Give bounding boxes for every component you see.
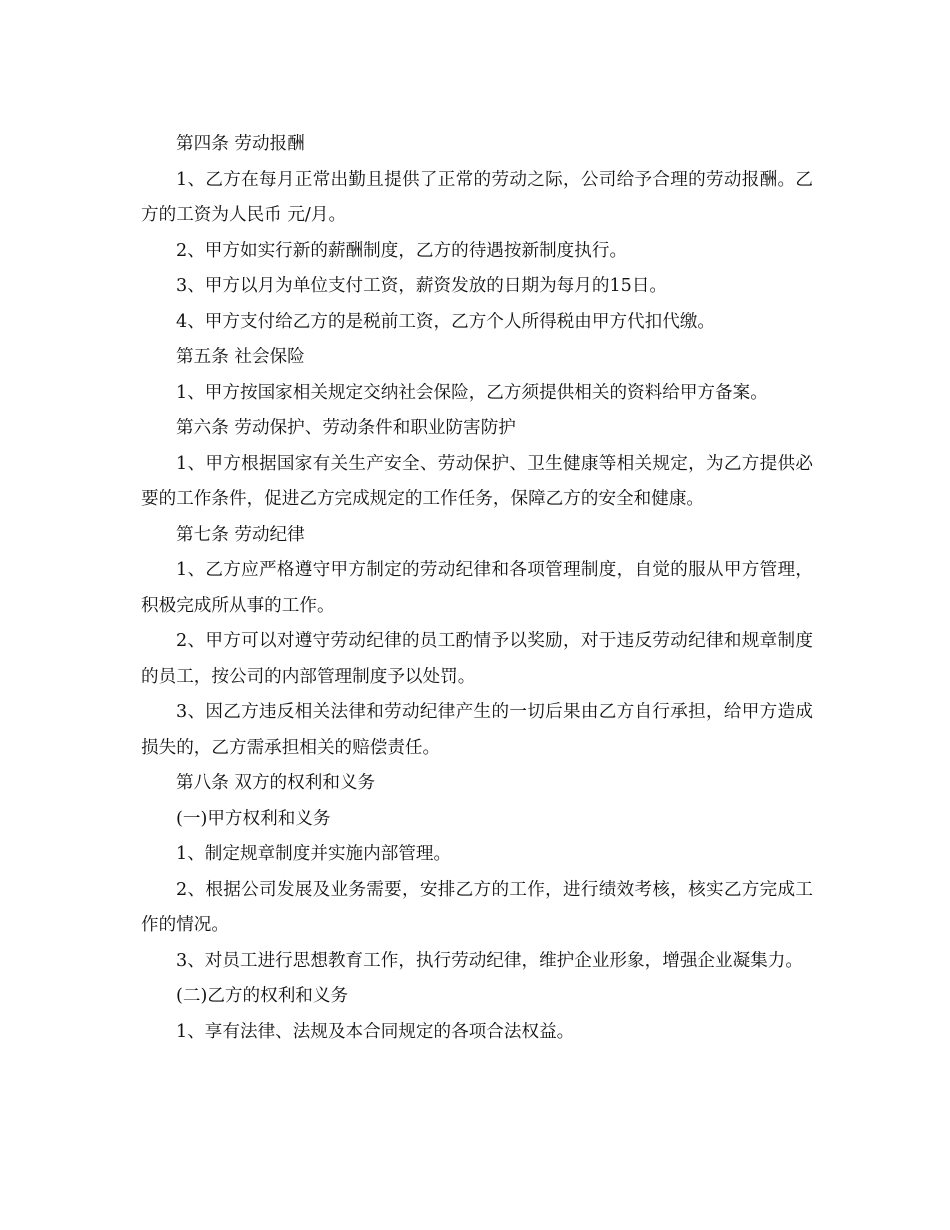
document-body	[141, 127, 813, 1050]
paragraph-4-2: 2、甲方如实行新的薪酬制度，乙方的待遇按新制度执行。	[176, 240, 628, 261]
paragraph-7-2: 2、甲方可以对遵守劳动纪律的员工酌情予以奖励，对于违反劳动纪律和规章制度的员工，按公司的内部管理制度予以处罚。	[141, 631, 813, 687]
paragraph-4-1: 1、乙方在每月正常出勤且提供了正常的劳动之际，公司给予合理的劳动报酬。乙方的工资为人民币 元/月。	[141, 169, 813, 225]
article-7-heading: 第七条 劳动纪律	[176, 524, 305, 545]
paragraph-8a-1: 1、制定规章制度并实施内部管理。	[176, 844, 452, 864]
paragraph-8a-3: 3、对员工进行思想教育工作，执行劳动纪律，维护企业形象，增强企业凝集力。	[176, 950, 803, 971]
article-8-heading: 第八条 双方的权利和义务	[176, 773, 376, 793]
paragraph-7-1: 1、乙方应严格遵守甲方制定的劳动纪律和各项管理制度，自觉的服从甲方管理，积极完成所从事的工作。	[141, 560, 813, 616]
section-party-a-heading: (一)甲方权利和义务	[176, 808, 331, 829]
article-4-heading: 第四条 劳动报酬	[176, 134, 305, 154]
paragraph-4-3: 3、甲方以月为单位支付工资，薪资发放的日期为每月的15日。	[176, 276, 668, 296]
paragraph-4-4: 4、甲方支付给乙方的是税前工资，乙方个人所得税由甲方代扣代缴。	[176, 311, 716, 332]
paragraph-8a-2: 2、根据公司发展及业务需要，安排乙方的工作，进行绩效考核，核实乙方完成工作的情况。	[141, 879, 813, 935]
paragraph-7-3: 3、因乙方违反相关法律和劳动纪律产生的一切后果由乙方自行承担，给甲方造成损失的，乙方需承担相关的赔偿责任。	[141, 702, 813, 758]
article-5-heading: 第五条 社会保险	[176, 347, 305, 367]
article-6-heading: 第六条 劳动保护、劳动条件和职业防害防护	[176, 418, 516, 438]
paragraph-5-1: 1、甲方按国家相关规定交纳社会保险，乙方须提供相关的资料给甲方备案。	[176, 382, 768, 403]
section-party-b-heading: (二)乙方的权利和义务	[176, 986, 349, 1006]
paragraph-8b-1: 1、享有法律、法规及本合同规定的各项合法权益。	[176, 1021, 575, 1042]
paragraph-6-1: 1、甲方根据国家有关生产安全、劳动保护、卫生健康等相关规定，为乙方提供必要的工作条件，促进乙方完成规定的工作任务，保障乙方的安全和健康。	[141, 453, 813, 509]
